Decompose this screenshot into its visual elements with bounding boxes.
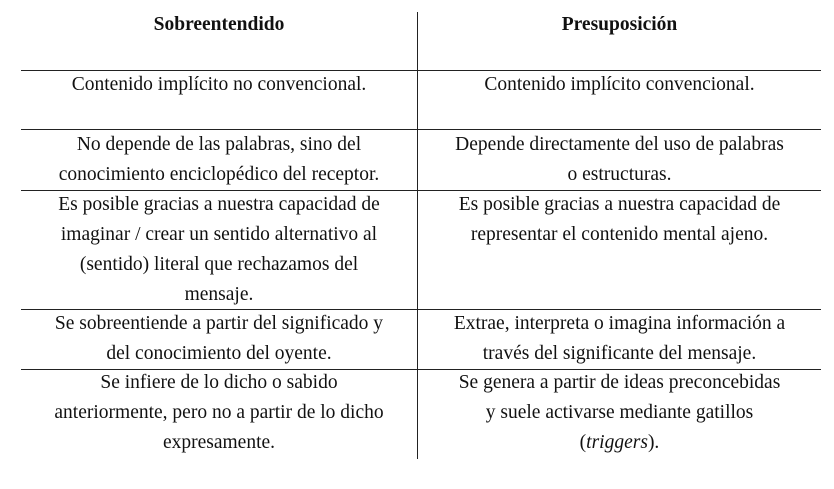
cell-line: Se infiere de lo dicho o sabido <box>100 372 338 393</box>
cell-line: del conocimiento del oyente. <box>106 343 332 364</box>
row1-left-cell <box>21 70 417 100</box>
row3-right-cell <box>418 190 821 250</box>
cell-line: No depende de las palabras, sino del <box>76 134 362 155</box>
cell-line: través del significante del mensaje. <box>482 343 757 364</box>
header-presuposicion: Presuposición <box>561 14 678 35</box>
cell-line: Depende directamente del uso de palabras <box>455 134 784 155</box>
cell-line: expresamente. <box>162 432 276 453</box>
row4-left-cell <box>21 309 417 369</box>
comparison-table <box>21 0 821 489</box>
cell-line: (sentido) literal que rechazamos del <box>79 254 359 275</box>
cell-line-mixed <box>418 428 821 458</box>
cell-line: anteriormente, pero no a partir de lo dicho <box>54 402 384 423</box>
cell-line: imaginar / crear un sentido alternativo al <box>60 224 378 245</box>
row5-left-cell <box>21 368 417 458</box>
cell-line: Es posible gracias a nuestra capacidad de <box>458 194 781 215</box>
row1-right-cell <box>418 70 821 100</box>
cell-line: conocimiento enciclopédico del receptor. <box>58 164 380 185</box>
cell-line: Contenido implícito convencional. <box>484 74 755 95</box>
cell-line: y suele activarse mediante gatillos <box>485 402 754 423</box>
row3-left-cell <box>21 190 417 310</box>
cell-line: Extrae, interpreta o imagina información a <box>453 313 786 334</box>
paren-open: ( <box>579 432 587 453</box>
cell-line: Es posible gracias a nuestra capacidad de <box>58 194 380 215</box>
triggers-term: triggers <box>586 432 648 453</box>
row2-right-cell <box>418 130 821 190</box>
cell-line: Se genera a partir de ideas preconcebidas <box>458 372 781 393</box>
paren-close: ). <box>647 432 660 453</box>
cell-line: o estructuras. <box>567 164 672 185</box>
row4-right-cell <box>418 309 821 369</box>
row5-right-cell <box>418 368 821 458</box>
cell-line: mensaje. <box>184 284 254 305</box>
cell-line: representar el contenido mental ajeno. <box>470 224 769 245</box>
cell-line: Se sobreentiende a partir del significado y <box>54 313 384 334</box>
header-sobreentendido: Sobreentendido <box>153 14 285 35</box>
cell-line: Contenido implícito no convencional. <box>71 74 367 95</box>
row2-left-cell <box>21 130 417 190</box>
